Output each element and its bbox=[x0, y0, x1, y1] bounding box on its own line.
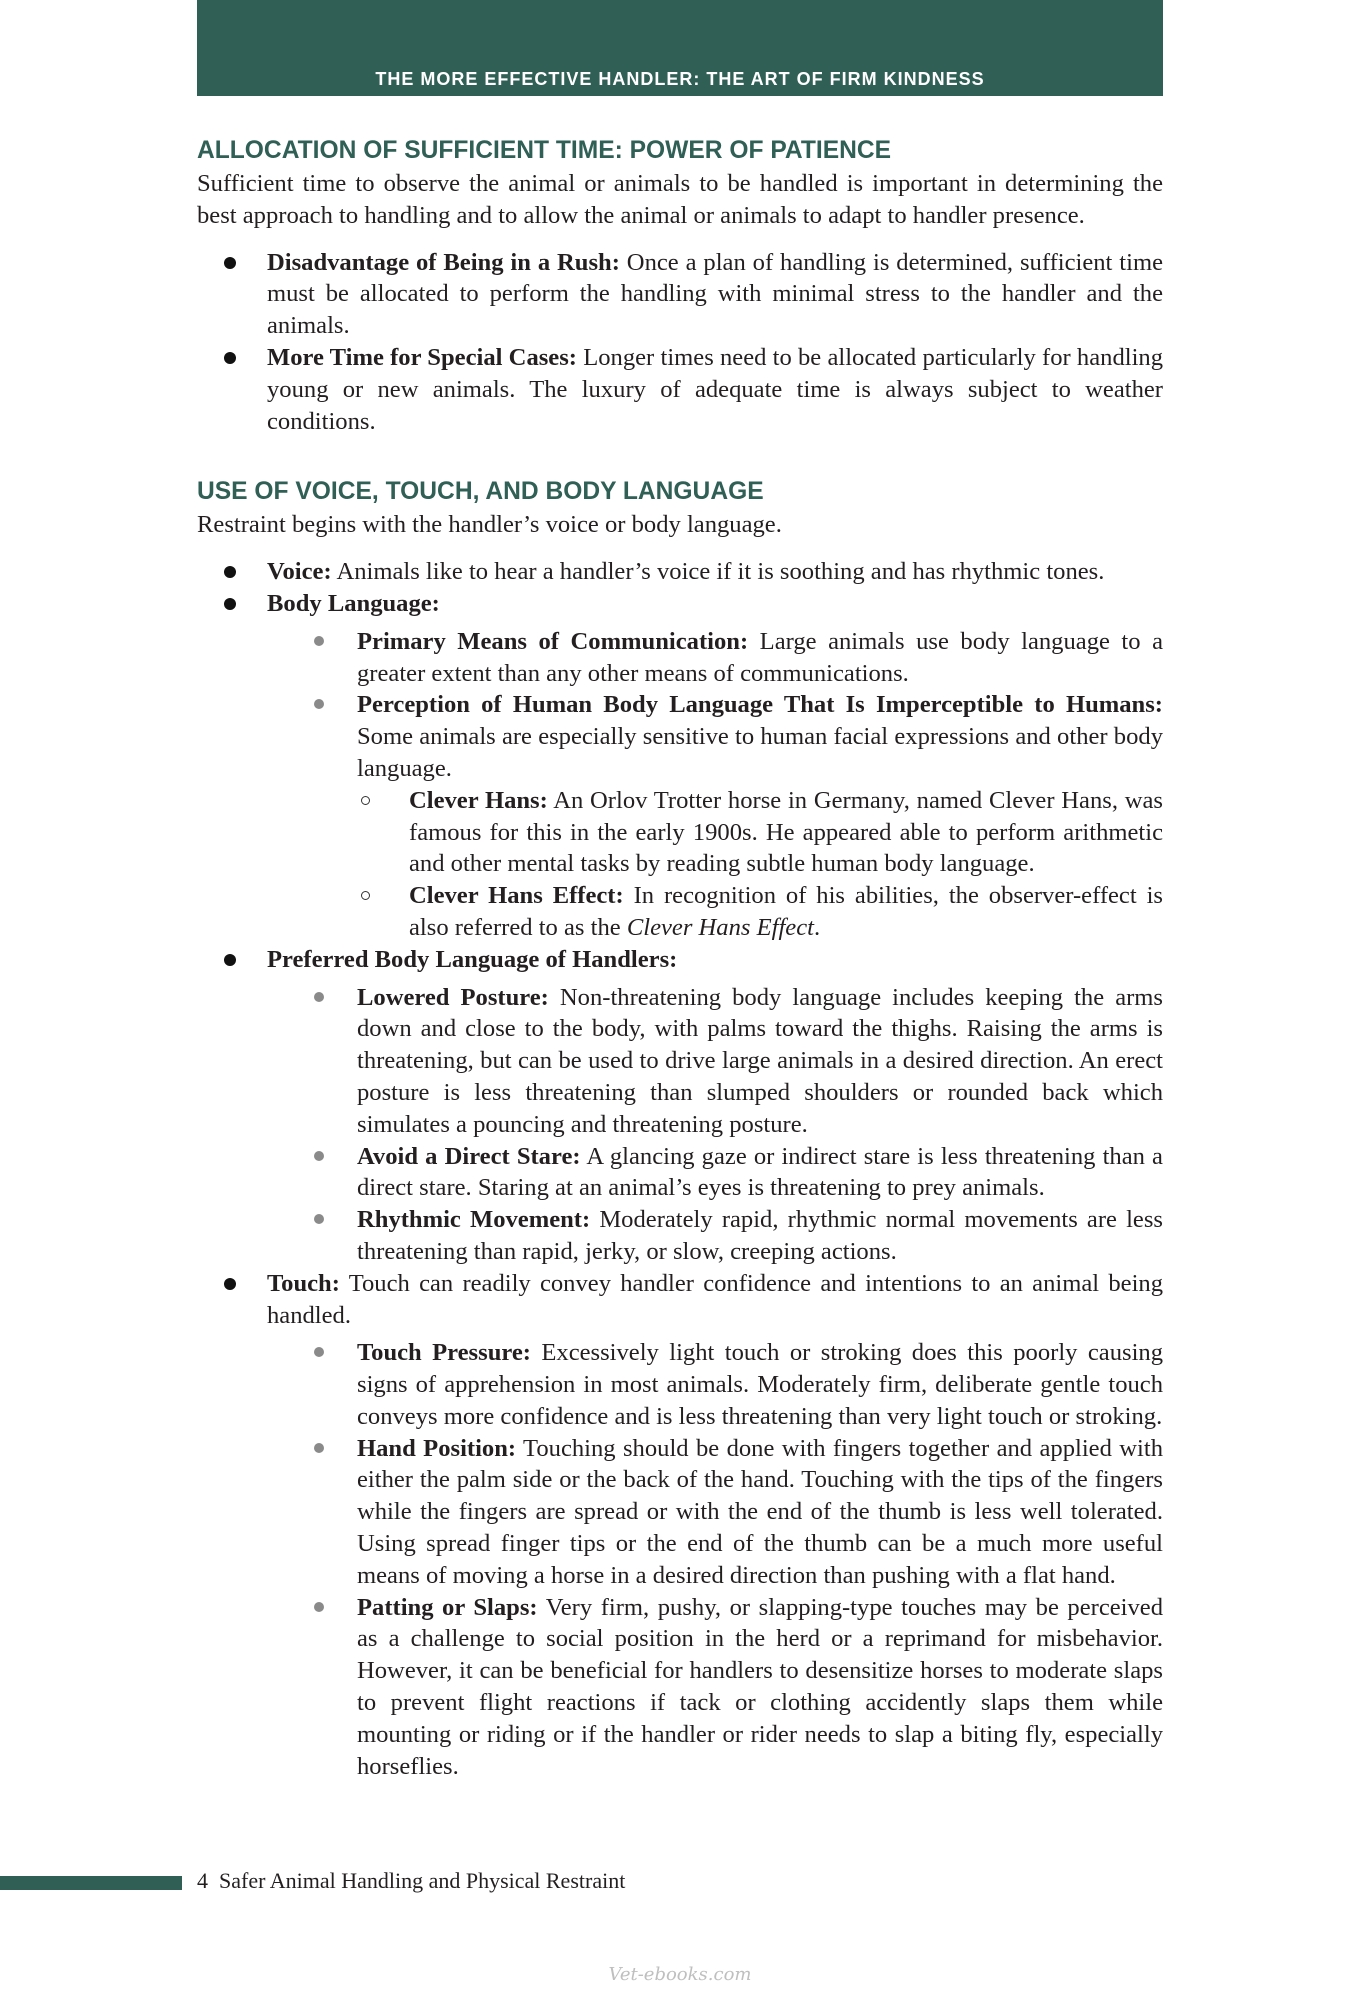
sub-sub-item-text: In recognition of his abilities, the observer-effect is also referred to as the bbox=[409, 882, 1163, 941]
sub-item-text: Some animals are especially sensitive to human facial expressions and other body language. bbox=[357, 723, 1163, 782]
list-item-preferred bbox=[197, 944, 1163, 1268]
list-item-term: Body Language: bbox=[267, 589, 440, 617]
sub-item-text: Very firm, pushy, or slapping-type touches may be perceived as a challenge to social position in the herd or a reprimand for misbehavior. However, it can be beneficial for handlers to desensitize horses to moderate slaps to prevent flight reactions if tack or clothing accidently slaps them while mounting or riding or if the handler or rider needs to slap a biting fly, especially horseflies. bbox=[357, 1593, 1163, 1780]
page-content bbox=[197, 134, 1163, 1782]
watermark: Vet-ebooks.com bbox=[608, 1964, 752, 1985]
sub-list-item bbox=[287, 689, 1163, 943]
sub-sub-item-term: Clever Hans Effect: bbox=[409, 882, 624, 910]
sub-item-term: Touch Pressure: bbox=[357, 1339, 531, 1367]
sub-sub-item-text: An Orlov Trotter horse in Germany, named Clever Hans, was famous for this in the early 1900s. He appeared able to perform arithmetic and other mental tasks by reading subtle human body language. bbox=[409, 786, 1163, 878]
section-intro-time: Sufficient time to observe the animal or animals to be handled is important in determining the best approach to handling and to allow the animal or animals to adapt to handler presence. bbox=[197, 170, 1163, 229]
sub-sub-list-clever-hans bbox=[357, 785, 1163, 944]
sub-list-item bbox=[287, 626, 1163, 690]
list-item-term: More Time for Special Cases: bbox=[267, 343, 577, 371]
sub-sub-item-italic: Clever Hans Effect bbox=[626, 913, 814, 941]
sub-item-term: Avoid a Direct Stare: bbox=[357, 1142, 581, 1170]
sub-item-term: Patting or Slaps: bbox=[357, 1593, 538, 1621]
page-number: 4 bbox=[197, 1868, 208, 1893]
bullet-list-time bbox=[197, 247, 1163, 438]
footer-bar bbox=[0, 1876, 182, 1890]
list-item-touch bbox=[197, 1268, 1163, 1783]
sub-item-text: Large animals use body language to a greater extent than any other means of communications. bbox=[357, 627, 1164, 687]
book-title: Safer Animal Handling and Physical Restraint bbox=[219, 1868, 626, 1893]
list-item bbox=[197, 342, 1163, 437]
header-bar bbox=[197, 0, 1163, 96]
list-item bbox=[197, 247, 1163, 342]
list-item-voice bbox=[197, 556, 1163, 588]
sub-list-item bbox=[287, 1337, 1163, 1432]
list-item-text: Animals like to hear a handler’s voice if it is soothing and has rhythmic tones. bbox=[331, 558, 1105, 586]
sub-list-item bbox=[287, 1592, 1163, 1783]
sub-list-item bbox=[287, 1433, 1163, 1592]
sub-item-text: Non-threatening body language includes keeping the arms down and close to the body, with palms toward the thighs. Raising the arms is threatening, but can be used to drive large animals in a desired direction. An erect posture is less threatening than slumped shoulders or rounded back which simulates a pouncing and threatening posture. bbox=[357, 983, 1164, 1138]
sub-sub-item-end: . bbox=[813, 913, 821, 941]
list-item-text: Longer times need to be allocated particularly for handling young or new animals. The luxury of adequate time is always subject to weather conditions. bbox=[267, 343, 1164, 435]
section-heading-time: ALLOCATION OF SUFFICIENT TIME: POWER OF PATIENCE bbox=[197, 137, 892, 164]
sub-item-term: Hand Position: bbox=[357, 1434, 517, 1462]
list-item-body-language bbox=[197, 588, 1163, 944]
sub-sub-list-item bbox=[357, 785, 1163, 880]
sub-item-term: Primary Means of Communication: bbox=[357, 627, 749, 655]
sub-sub-item-term: Clever Hans: bbox=[409, 786, 548, 814]
list-item-term: Touch: bbox=[267, 1269, 340, 1297]
sub-item-text: Excessively light touch or stroking does this poorly causing signs of apprehension in most animals. Moderately firm, deliberate gentle touch conveys more confidence and is less threatening than very light touch or stroking. bbox=[357, 1339, 1164, 1430]
footer bbox=[197, 1868, 625, 1894]
list-item-text: Once a plan of handling is determined, sufficient time must be allocated to perform the handling with minimal stress to the handler and the animals. bbox=[267, 248, 1164, 340]
sub-item-term: Lowered Posture: bbox=[357, 983, 549, 1011]
sub-list-touch bbox=[267, 1337, 1163, 1782]
list-item-text: Touch can readily convey handler confidence and intentions to an animal being handled. bbox=[267, 1269, 1163, 1329]
sub-list-body-language bbox=[267, 626, 1163, 944]
section-spacer bbox=[197, 437, 1163, 475]
sub-sub-list-item bbox=[357, 880, 1163, 944]
sub-item-term: Rhythmic Movement: bbox=[357, 1206, 591, 1234]
running-header-title: THE MORE EFFECTIVE HANDLER: THE ART OF FIRM KINDNESS bbox=[375, 69, 985, 89]
sub-item-text: A glancing gaze or indirect stare is less threatening than a direct stare. Staring at an animal’s eyes is threatening to prey animals. bbox=[357, 1142, 1163, 1202]
section-intro-voice-touch: Restraint begins with the handler’s voice or body language. bbox=[197, 511, 782, 539]
bullet-list-voice-touch bbox=[197, 556, 1163, 1782]
sub-list-preferred bbox=[267, 982, 1163, 1268]
list-item-term: Disadvantage of Being in a Rush: bbox=[267, 248, 620, 276]
sub-list-item bbox=[287, 982, 1163, 1141]
sub-item-term: Perception of Human Body Language That Is Imperceptible to Humans: bbox=[357, 691, 1163, 719]
list-item-term: Voice: bbox=[267, 558, 332, 586]
section-heading-voice-touch: USE OF VOICE, TOUCH, AND BODY LANGUAGE bbox=[197, 478, 764, 506]
sub-list-item bbox=[287, 1204, 1163, 1268]
list-item-term: Preferred Body Language of Handlers: bbox=[267, 945, 678, 973]
sub-item-text: Touching should be done with fingers together and applied with either the palm side or the back of the hand. Touching with the tips of the fingers while the fingers are spread or with the end of the thumb is less well tolerated. Using spread finger tips or the end of the thumb can be a much more useful means of moving a horse in a desired direction than pushing with a flat hand. bbox=[357, 1434, 1163, 1589]
sub-item-text: Moderately rapid, rhythmic normal movements are less threatening than rapid, jerky, or slow, creeping actions. bbox=[357, 1206, 1163, 1265]
sub-list-item bbox=[287, 1141, 1163, 1205]
